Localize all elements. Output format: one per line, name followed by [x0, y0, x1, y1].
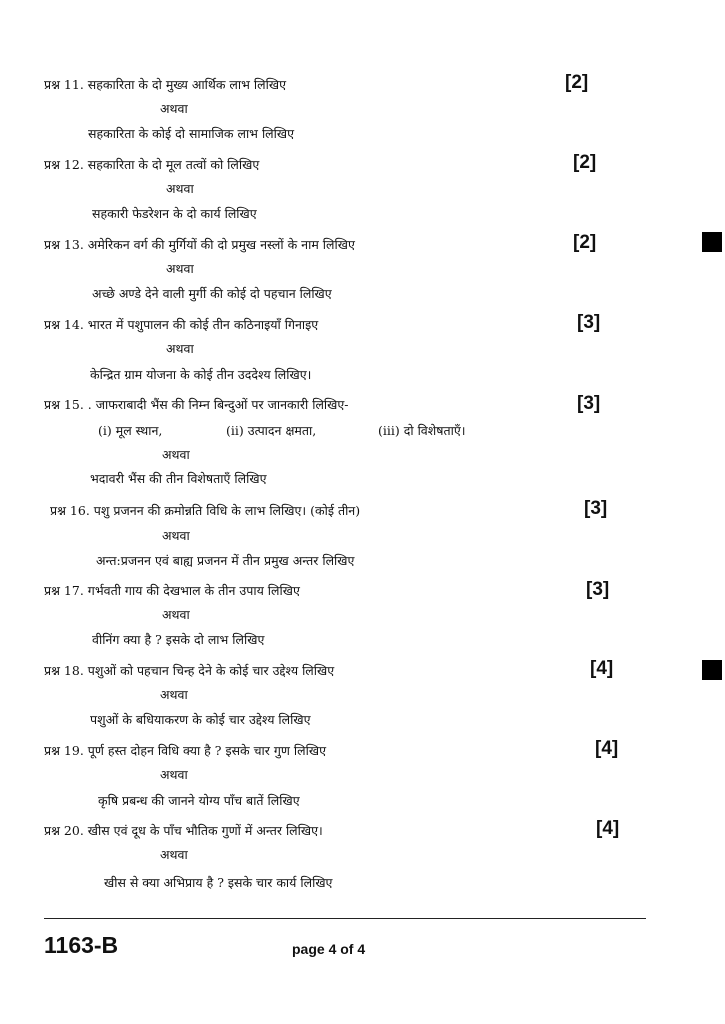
registration-mark	[702, 232, 722, 252]
question-text: पशुओं को पहचान चिन्ह देने के कोई चार उद्देश्य लिखिए	[87, 663, 335, 678]
alternate-question-18: पशुओं के बधियाकरण के कोई चार उद्देश्य लिखिए	[90, 712, 311, 727]
question-text: . जाफराबादी भैंस की निम्न बिन्दुओं पर जानकारी लिखिए-	[87, 397, 349, 412]
marks-19: [4]	[595, 738, 619, 759]
question-number: प्रश्न 19.	[44, 743, 84, 758]
or-label: अथवा	[166, 341, 194, 356]
question-text: पूर्ण हस्त दोहन विधि क्या है ? इसके चार गुण लिखिए	[87, 743, 327, 758]
question-number: प्रश्न 17.	[44, 583, 84, 598]
question-number: प्रश्न 18.	[44, 663, 84, 678]
marks-20: [4]	[596, 818, 620, 839]
subpoint-features: (iii) दो विशेषताएँ।	[378, 423, 466, 438]
or-label: अथवा	[162, 528, 190, 543]
or-label: अथवा	[160, 101, 188, 116]
marks-11: [2]	[565, 72, 589, 93]
question-text: पशु प्रजनन की क्रमोन्नति विधि के लाभ लिखिए। (कोई तीन)	[93, 503, 361, 518]
marks-16: [3]	[584, 498, 608, 519]
or-label: अथवा	[162, 607, 190, 622]
or-label: अथवा	[162, 447, 190, 462]
question-number: प्रश्न 11.	[44, 77, 84, 92]
footer-divider	[44, 918, 646, 919]
or-label: अथवा	[166, 181, 194, 196]
or-label: अथवा	[160, 687, 188, 702]
question-17	[44, 582, 300, 600]
or-label: अथवा	[166, 261, 194, 276]
or-label: अथवा	[160, 767, 188, 782]
alternate-question-11: सहकारिता के कोई दो सामाजिक लाभ लिखिए	[88, 126, 295, 141]
question-19	[44, 742, 326, 760]
subpoint-origin: (i) मूल स्थान,	[98, 423, 163, 438]
marks-13: [2]	[573, 232, 597, 253]
alternate-question-14: केन्द्रित ग्राम योजना के कोई तीन उददेश्य लिखिए।	[90, 367, 312, 382]
alternate-question-20: खीस से क्या अभिप्राय है ? इसके चार कार्य लिखिए	[104, 875, 333, 890]
registration-mark	[702, 660, 722, 680]
question-15	[44, 396, 349, 414]
marks-18: [4]	[590, 658, 614, 679]
question-number: प्रश्न 15.	[44, 397, 84, 412]
question-text: सहकारिता के दो मुख्य आर्थिक लाभ लिखिए	[87, 77, 286, 92]
question-text: भारत में पशुपालन की कोई तीन कठिनाइयाँ गिनाइए	[87, 317, 319, 332]
paper-code: 1163-B	[44, 932, 119, 958]
question-text: अमेरिकन वर्ग की मुर्गियों की दो प्रमुख नस्लों के नाम लिखिए	[87, 237, 355, 252]
page-number: page 4 of 4	[292, 941, 366, 957]
question-20	[44, 822, 323, 840]
question-13	[44, 236, 355, 254]
alternate-question-13: अच्छे अण्डे देने वाली मुर्गी की कोई दो पहचान लिखिए	[92, 286, 332, 301]
question-number: प्रश्न 16.	[50, 503, 90, 518]
question-11	[44, 76, 286, 94]
alternate-question-15: भदावरी भैंस की तीन विशेषताएँ लिखिए	[90, 471, 267, 486]
question-number: प्रश्न 12.	[44, 157, 84, 172]
question-14	[44, 316, 318, 334]
question-text: गर्भवती गाय की देखभाल के तीन उपाय लिखिए	[87, 583, 300, 598]
marks-17: [3]	[586, 579, 610, 600]
question-12	[44, 156, 259, 174]
alternate-question-17: वीनिंग क्या है ? इसके दो लाभ लिखिए	[92, 632, 265, 647]
question-text: खीस एवं दूध के पाँच भौतिक गुणों में अन्तर लिखिए।	[87, 823, 323, 838]
question-number: प्रश्न 13.	[44, 237, 84, 252]
or-label: अथवा	[160, 847, 188, 862]
alternate-question-19: कृषि प्रबन्ध की जानने योग्य पाँच बातें लिखिए	[98, 793, 300, 808]
marks-14: [3]	[577, 312, 601, 333]
question-text: सहकारिता के दो मूल तत्वों को लिखिए	[87, 157, 260, 172]
alternate-question-12: सहकारी फेडरेशन के दो कार्य लिखिए	[92, 206, 257, 221]
question-number: प्रश्न 14.	[44, 317, 84, 332]
question-18	[44, 662, 334, 680]
marks-15: [3]	[577, 393, 601, 414]
question-16	[50, 502, 360, 520]
question-number: प्रश्न 20.	[44, 823, 84, 838]
alternate-question-16: अन्त:प्रजनन एवं बाह्य प्रजनन में तीन प्रमुख अन्तर लिखिए	[96, 553, 355, 568]
subpoint-production: (ii) उत्पादन क्षमता,	[226, 423, 317, 438]
marks-12: [2]	[573, 152, 597, 173]
